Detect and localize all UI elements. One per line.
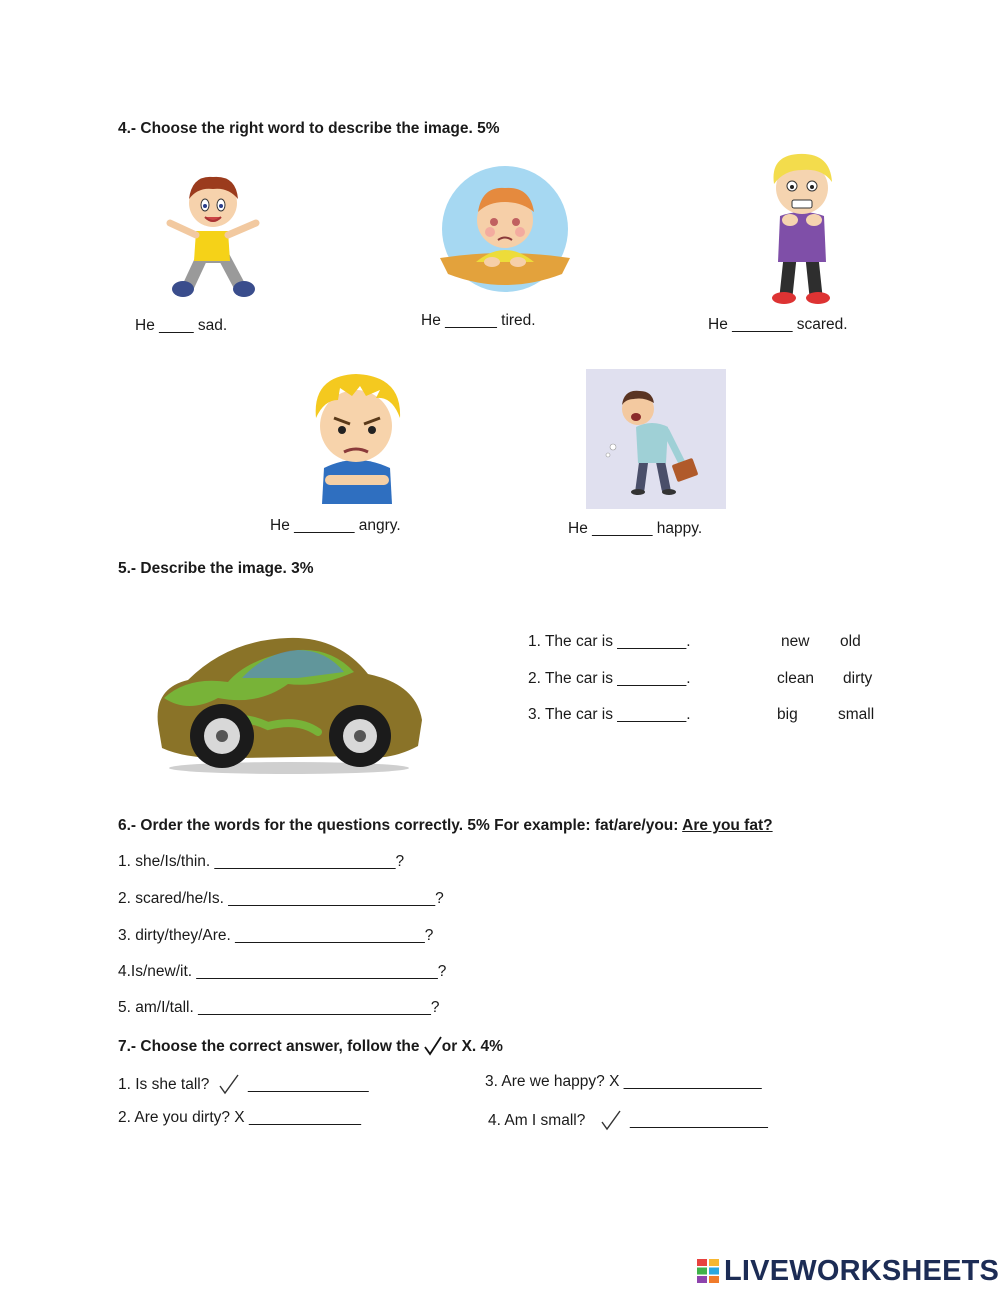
answer-blank-2[interactable]: _____________ [248, 1109, 362, 1126]
check-mark-icon [218, 1073, 240, 1095]
option-clean[interactable]: clean [777, 670, 815, 687]
check-mark-icon [600, 1109, 622, 1131]
order-item-4: 4.Is/new/it. ____________________________? [118, 963, 447, 980]
answer-question-1: 1. Is she tall? [118, 1076, 210, 1093]
order-item-2: 2. scared/he/Is. ________________________? [118, 890, 444, 907]
caption-angry: He _______ angry. [270, 517, 401, 534]
angry-boy-image [296, 368, 418, 508]
answer-item-4 [488, 1109, 768, 1131]
car-question-3: 3. The car is ________. [528, 706, 691, 723]
answer-item-3 [485, 1073, 762, 1091]
scared-boy-image [758, 150, 848, 308]
answer-item-1 [118, 1073, 369, 1095]
tired-boy-image [436, 166, 574, 292]
answer-blank-3[interactable]: ________________ [623, 1073, 762, 1090]
section-7-instruction: 7.- Choose the correct answer, follow the [118, 1038, 424, 1055]
logo-tiles-icon [697, 1259, 719, 1283]
logo-text: LIVEWORKSHEETS [724, 1255, 1000, 1287]
answer-item-2 [118, 1109, 361, 1127]
option-old[interactable]: old [840, 633, 861, 650]
car-question-1: 1. The car is ________. [528, 633, 691, 650]
answer-question-3: 3. Are we happy? X [485, 1073, 620, 1090]
section-7-instruction-end: or X. 4% [441, 1038, 503, 1055]
section-6-instruction: 6.- Order the words for the questions correctly. 5% For example: fat/are/you: [118, 817, 683, 834]
section-6-example: Are you fat? [682, 817, 773, 834]
section-5-heading: 5.- Describe the image. 3% [118, 560, 314, 577]
caption-tired: He ______ tired. [421, 312, 536, 329]
option-new[interactable]: new [781, 633, 810, 650]
check-mark-icon [424, 1036, 442, 1056]
exhausted-man-image [586, 369, 726, 509]
option-small[interactable]: small [838, 706, 875, 723]
liveworksheets-logo [697, 1255, 1000, 1287]
answer-blank-1[interactable]: ______________ [247, 1076, 369, 1093]
option-big[interactable]: big [777, 706, 798, 723]
answer-question-2: 2. Are you dirty? X [118, 1109, 245, 1126]
dirty-car-image [148, 628, 430, 778]
order-item-1: 1. she/Is/thin. _____________________? [118, 853, 405, 870]
caption-sad: He ____ sad. [135, 317, 228, 334]
caption-scared: He _______ scared. [708, 316, 848, 333]
section-6-heading [118, 817, 773, 835]
option-dirty[interactable]: dirty [843, 670, 873, 687]
caption-happy: He _______ happy. [568, 520, 703, 537]
order-item-3: 3. dirty/they/Are. ______________________? [118, 927, 434, 944]
section-7-heading [118, 1036, 503, 1056]
section-4-heading: 4.- Choose the right word to describe the image. 5% [118, 120, 500, 137]
answer-question-4: 4. Am I small? [488, 1112, 586, 1129]
car-question-2: 2. The car is ________. [528, 670, 691, 687]
happy-boy-image [158, 165, 268, 305]
answer-blank-4[interactable]: ________________ [629, 1112, 768, 1129]
order-item-5: 5. am/I/tall. ___________________________? [118, 999, 440, 1016]
